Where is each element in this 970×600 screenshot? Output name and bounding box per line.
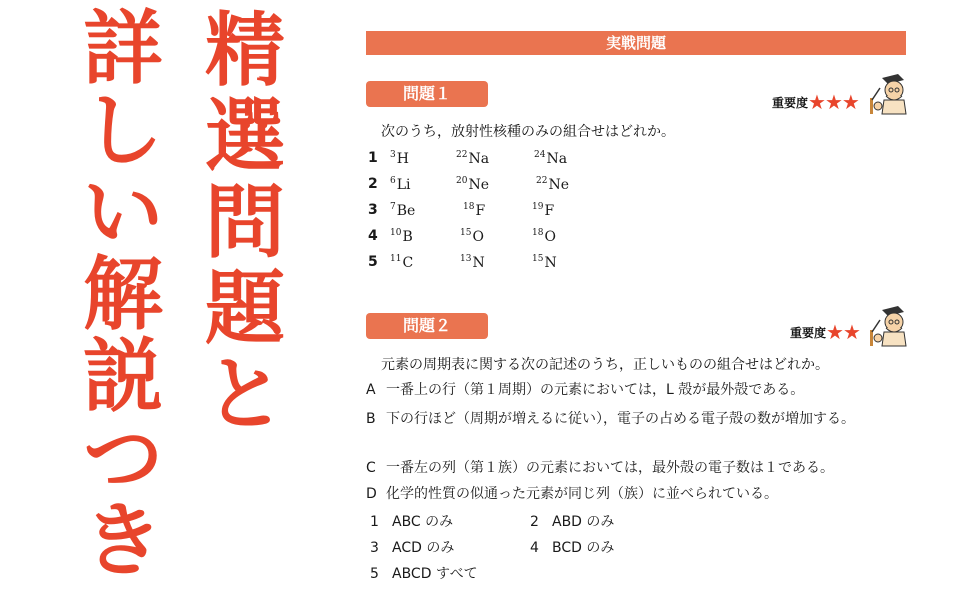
answer-option[interactable]: 1 ABC のみ <box>370 514 454 530</box>
nuclide: $^{11}$C <box>390 254 414 271</box>
problem-1-question: 次のうち，放射性核種のみの組合せはどれか。 <box>381 124 675 140</box>
nuclide: $^7$Be <box>390 202 416 219</box>
headline-char: つ <box>83 412 163 505</box>
problem-2-question: 元素の周期表に関する次の記述のうち，正しいものの組合せはどれか。 <box>381 357 829 373</box>
nuclide: $^{10}$B <box>390 228 413 245</box>
headline-char: 問 <box>205 176 285 269</box>
statement-label: D <box>366 486 377 502</box>
statement-text: 一番上の行（第１周期）の元素においては，L 殻が最外殻である。 <box>386 382 805 398</box>
nuclide: $^{13}$N <box>460 254 485 271</box>
answer-option[interactable]: 2 ABD のみ <box>530 514 615 530</box>
star-rating: ★★★ <box>808 90 859 114</box>
nuclide: $^{15}$N <box>532 254 557 271</box>
nuclide: $^{18}$O <box>532 228 556 245</box>
teacher-icon <box>868 70 910 116</box>
nuclide: $^{18}$F <box>463 202 486 219</box>
headline-char: し <box>83 84 163 177</box>
headline-char: 説 <box>83 330 163 423</box>
headline-char: 解 <box>83 248 163 341</box>
teacher-icon <box>868 302 910 348</box>
nuclide: $^{22}$Ne <box>536 176 569 193</box>
answer-option[interactable]: 4 BCD のみ <box>530 540 615 556</box>
statement-d <box>366 484 926 504</box>
nuclide: $^6$Li <box>390 176 411 193</box>
headline-char: い <box>83 166 163 259</box>
answer-option[interactable]: 5 ABCD すべて <box>370 566 478 582</box>
nuclide: $^3$H <box>390 150 409 167</box>
statement-text: 一番左の列（第１族）の元素においては，最外殻の電子数は１である。 <box>386 460 834 476</box>
importance-rating-2 <box>790 320 860 344</box>
statement-label: A <box>366 382 376 398</box>
importance-label: 重要度 <box>790 326 827 340</box>
choice-number: 3 <box>368 202 378 218</box>
statement-a <box>366 380 926 400</box>
statement-c <box>366 458 926 478</box>
headline-char: 詳 <box>83 2 163 95</box>
nuclide: $^{22}$Na <box>456 150 490 167</box>
headline-char: 精 <box>205 4 285 97</box>
headline-char: き <box>83 494 163 587</box>
headline-char: 選 <box>205 90 285 183</box>
statement-text: 化学的性質の似通った元素が同じ列（族）に並べられている。 <box>386 486 778 502</box>
nuclide: $^{19}$F <box>532 202 555 219</box>
answer-option[interactable]: 3 ACD のみ <box>370 540 455 556</box>
statement-b <box>366 406 934 432</box>
statement-label: C <box>366 460 376 476</box>
nuclide: $^{24}$Na <box>534 150 568 167</box>
choice-number: 5 <box>368 254 378 270</box>
nuclide: $^{20}$Ne <box>456 176 489 193</box>
headline-right-column <box>200 4 290 441</box>
headline-left-column <box>78 2 168 587</box>
importance-rating-1 <box>772 90 859 114</box>
headline-char: と <box>205 348 285 441</box>
headline-char: 題 <box>205 262 285 355</box>
problem-1-label: 問題１ <box>366 81 488 107</box>
choice-number: 1 <box>368 150 378 166</box>
importance-label: 重要度 <box>772 96 809 110</box>
choice-number: 4 <box>368 228 378 244</box>
problem-2-label: 問題２ <box>366 313 488 339</box>
section-banner: 実戦問題 <box>366 31 906 55</box>
star-rating: ★★ <box>826 320 860 344</box>
statement-text: 下の行ほど（周期が増えるに従い），電子の占める電子殻の数が増加する。 <box>386 411 855 427</box>
statement-label: B <box>366 411 376 427</box>
nuclide: $^{15}$O <box>460 228 484 245</box>
choice-number: 2 <box>368 176 378 192</box>
